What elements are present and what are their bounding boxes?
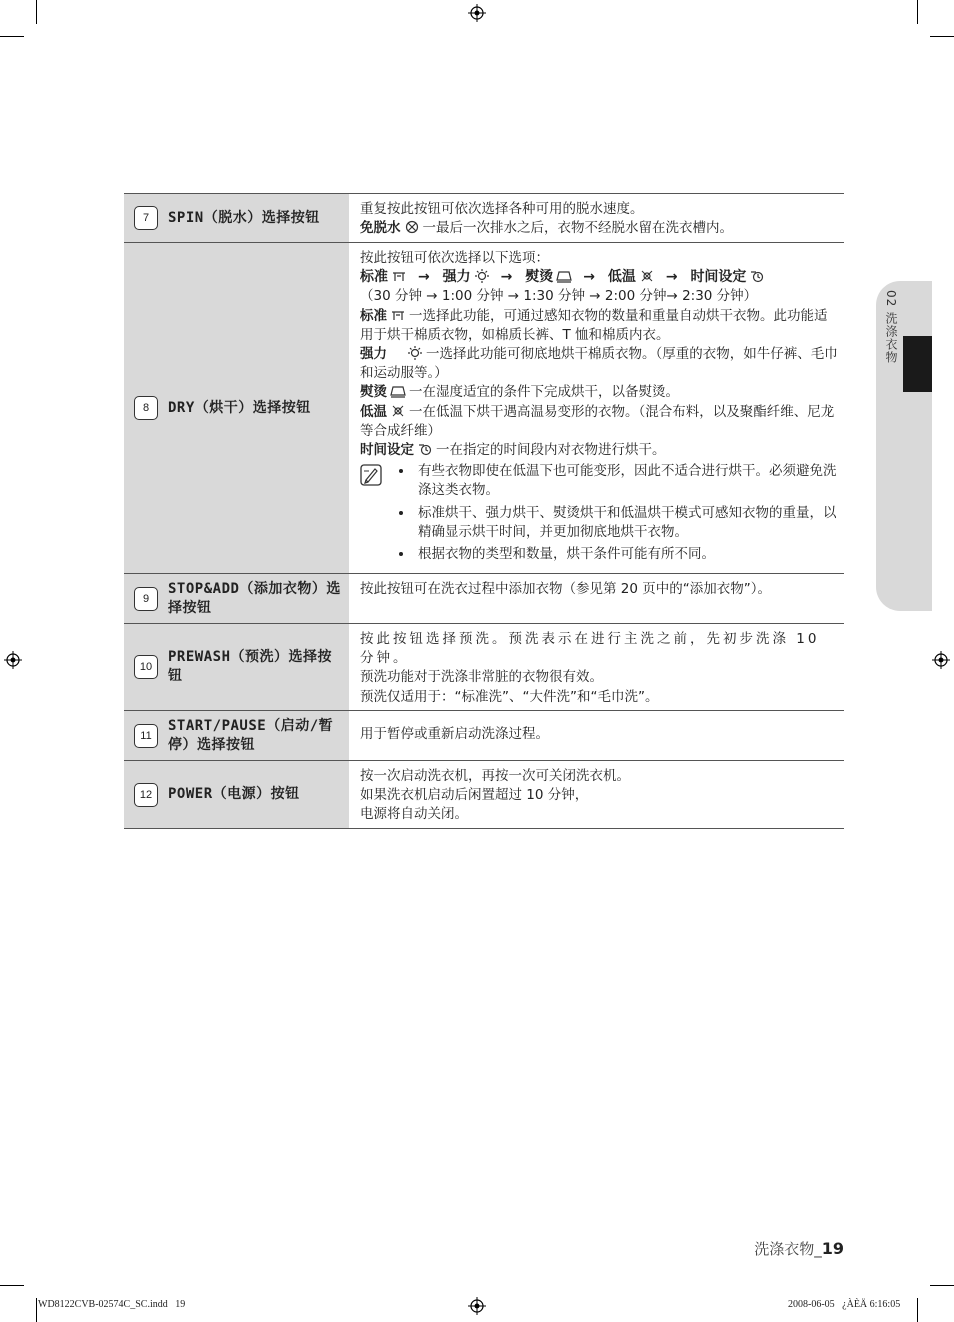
button-name: PREWASH（预洗）选择按钮 <box>168 649 333 684</box>
item-number: 11 <box>134 724 158 748</box>
option-label: 免脱水 <box>360 220 401 237</box>
seq-timer: 时间设定 <box>690 269 747 286</box>
chapter-side-tab-label: 02 洗涤衣物 <box>884 290 898 365</box>
description-cell <box>349 711 844 760</box>
dry-standard-icon <box>390 308 406 322</box>
option-label: 标准 <box>360 307 387 324</box>
seq-arrow: → <box>583 269 595 286</box>
option-label: 低温 <box>360 403 387 420</box>
description-line <box>360 441 838 460</box>
dry-sequence <box>360 268 838 287</box>
description-line: 按此按钮可在洗衣过程中添加衣物（参见第 20 页中的“添加衣物”）。 <box>360 581 771 597</box>
iron-icon <box>390 384 406 398</box>
iron-icon <box>556 269 572 283</box>
button-name: SPIN（脱水）选择按钮 <box>168 209 320 226</box>
registration-mark-icon <box>468 1297 486 1315</box>
button-description-table <box>124 193 844 829</box>
dry-times: （30 分钟 → 1:00 分钟 → 1:30 分钟 → 2:00 分钟→ 2:30 分钟） <box>360 288 758 305</box>
registration-mark-icon <box>4 651 22 669</box>
table-row <box>124 710 844 760</box>
button-name: START/PAUSE（启动/暂停）选择按钮 <box>168 717 334 753</box>
seq-low: 低温 <box>607 269 636 286</box>
description-line <box>360 403 838 441</box>
crop-mark <box>0 1285 24 1286</box>
description-line: 预洗功能对于洗涤非常脏的衣物很有效。 <box>360 669 603 686</box>
description-cell <box>349 574 844 623</box>
description-line: 重复按此按钮可依次选择各种可用的脱水速度。 <box>360 201 644 217</box>
description-line <box>360 345 838 383</box>
option-description: 一选择此功能，可通过感知衣物的数量和重量自动烘干衣物。此功能适用于烘干棉质衣物，如棉质长裤、T 恤和棉质内衣。 <box>360 307 828 343</box>
option-description: 一在指定的时间段内对衣物进行烘干。 <box>436 442 666 459</box>
crop-mark <box>36 1298 37 1322</box>
description-line: 预洗仅适用于：“标准洗”、“大件洗”和“毛巾洗”。 <box>360 688 659 705</box>
note-block <box>360 462 838 567</box>
description-line <box>360 383 838 402</box>
description-cell <box>349 194 844 242</box>
table-row <box>124 193 844 242</box>
description-line: 按一次启动洗衣机，再按一次可关闭洗衣机。 <box>360 768 630 784</box>
description-line <box>360 307 838 345</box>
option-description: 一选择此功能可彻底地烘干棉质衣物。（厚重的衣物，如牛仔裤、毛巾和运动服等。） <box>360 346 838 382</box>
print-slug-file: WD8122CVB-02574C_SC.indd 19 <box>38 1299 186 1310</box>
description-line: 用于暂停或重新启动洗涤过程。 <box>360 726 549 743</box>
description-line: 如果洗衣机启动后闲置超过 10 分钟， <box>360 787 589 804</box>
description-line: 按此按钮可依次选择以下选项： <box>360 250 549 266</box>
note-list <box>392 462 838 567</box>
dry-low-icon <box>390 404 406 418</box>
dry-standard-icon <box>391 269 407 283</box>
footer-section: 洗涤衣物_ <box>754 1240 822 1258</box>
item-number: 9 <box>134 587 158 611</box>
chapter-side-tab-marker <box>903 336 932 392</box>
option-description: 一在低温下烘干遇高温易变形的衣物。（混合布料，以及聚酯纤维、尼龙等合成纤维） <box>360 403 835 439</box>
note-pencil-icon <box>360 464 382 486</box>
description-cell <box>349 761 844 828</box>
crop-mark <box>930 36 954 37</box>
table-row <box>124 760 844 829</box>
print-slug-date: 2008-06-05 ¿ÀÈÄ 6:16:05 <box>788 1299 901 1310</box>
table-row <box>124 573 844 623</box>
item-number: 7 <box>134 206 158 230</box>
dry-timer-icon <box>749 269 765 283</box>
crop-mark <box>917 1298 918 1322</box>
table-row <box>124 242 844 573</box>
crop-mark <box>0 36 24 37</box>
option-label: 强力 <box>360 346 387 363</box>
item-number: 8 <box>134 396 158 420</box>
button-name: DRY（烘干）选择按钮 <box>168 399 311 416</box>
page-footer <box>754 1238 844 1259</box>
option-label: 熨烫 <box>360 384 387 401</box>
list-item: • 标准烘干、强力烘干、熨烫烘干和低温烘干模式可感知衣物的重量，以精确显示烘干时间，并更加彻底地烘干衣物。 <box>414 504 838 542</box>
button-cell <box>124 243 349 573</box>
button-cell <box>124 194 349 242</box>
crop-mark <box>36 0 37 24</box>
button-name: STOP&ADD（添加衣物）选择按钮 <box>168 580 341 616</box>
description-line <box>360 219 838 238</box>
dry-strong-icon <box>474 269 490 283</box>
description-cell <box>349 243 844 573</box>
dry-strong-icon <box>407 346 423 360</box>
seq-iron: 熨烫 <box>525 269 554 286</box>
seq-strong: 强力 <box>442 269 471 286</box>
description-cell <box>349 624 844 710</box>
item-number: 12 <box>134 783 158 807</box>
dry-low-icon <box>639 269 655 283</box>
registration-mark-icon <box>468 4 486 22</box>
option-label: 时间设定 <box>360 442 414 459</box>
button-cell <box>124 761 349 828</box>
button-cell <box>124 624 349 710</box>
page-number: 19 <box>821 1239 844 1258</box>
registration-mark-icon <box>932 651 950 669</box>
crop-mark <box>930 1285 954 1286</box>
description-line: 按此按钮选择预洗。预洗表示在进行主洗之前，先初步洗涤 10 分钟。 <box>360 631 820 667</box>
button-cell <box>124 574 349 623</box>
button-name: POWER（电源）按钮 <box>168 786 300 802</box>
list-item: • 有些衣物即使在低温下也可能变形，因此不适合进行烘干。必须避免洗涤这类衣物。 <box>414 462 838 500</box>
seq-arrow: → <box>418 269 430 286</box>
list-item: • 根据衣物的类型和数量，烘干条件可能有所不同。 <box>414 545 838 564</box>
dry-timer-icon <box>417 442 433 456</box>
seq-arrow: → <box>500 269 513 286</box>
description-line: 电源将自动关闭。 <box>360 806 468 823</box>
table-row <box>124 623 844 710</box>
button-cell <box>124 711 349 760</box>
crop-mark <box>917 0 918 24</box>
seq-arrow: → <box>665 269 678 286</box>
seq-standard: 标准 <box>360 269 388 286</box>
no-spin-icon <box>404 220 420 234</box>
option-description: 一最后一次排水之后，衣物不经脱水留在洗衣槽内。 <box>422 220 733 237</box>
option-description: 一在湿度适宜的条件下完成烘干，以备熨烫。 <box>409 384 679 401</box>
item-number: 10 <box>134 655 158 679</box>
